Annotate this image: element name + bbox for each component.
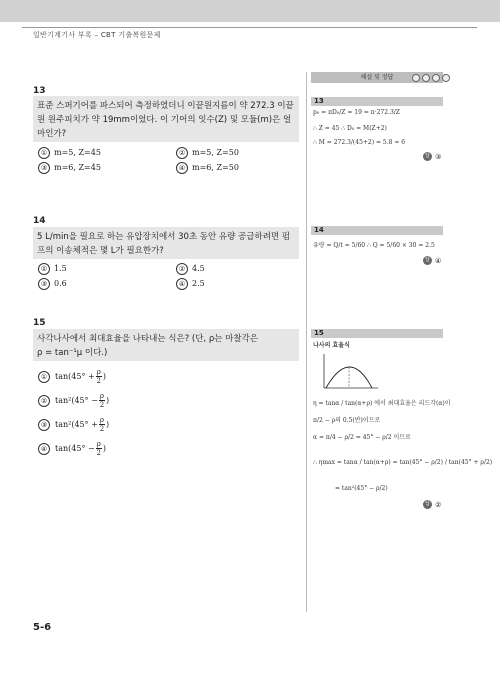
option-text: 1.5: [54, 264, 67, 273]
solution-15-answer: [423, 500, 441, 509]
header-dots-icon: [412, 74, 450, 82]
option-marker: ④: [176, 162, 188, 174]
running-header: 일반기계기사 부록 – CBT 기출복원문제: [33, 31, 161, 39]
q13-option-1[interactable]: [38, 147, 101, 159]
option-suffix: ): [102, 372, 106, 381]
answer-badge: 답: [423, 152, 432, 161]
fraction-den: 2: [99, 425, 105, 433]
question-15-line-2: ρ = tan⁻¹μ 이다.): [37, 348, 108, 358]
option-marker: ④: [176, 278, 188, 290]
option-prefix: tan(45° +: [55, 372, 95, 381]
fraction-num: ρ: [96, 368, 101, 376]
solution-14-line-1: 유량 = Q/t = 5/60 ∴ Q = 5/60 × 30 = 2.5: [313, 242, 435, 249]
q15-option-2[interactable]: [38, 392, 109, 409]
question-15-number: 15: [33, 318, 46, 328]
solutions-header: 해설 및 정답: [311, 72, 443, 83]
solution-13-line-2: ∴ Z = 45 ∴ D₀ = M(Z+2): [313, 125, 387, 132]
solution-15-line-3: α = π/4 − ρ/2 = 45° − ρ/2 이므로: [313, 434, 411, 441]
fraction-num: ρ: [96, 440, 101, 448]
question-14-number: 14: [33, 216, 46, 226]
solution-15-line-1: η = tanα / tan(α+ρ) 에서 최대효율은 리드각(α)이: [313, 400, 451, 407]
option-text: m=5, Z=45: [54, 148, 101, 157]
solution-14-number: 14: [311, 226, 443, 235]
option-text: m=5, Z=50: [192, 148, 239, 157]
q13-option-2[interactable]: [176, 147, 239, 159]
solution-15-line-5: = tan²(45° − ρ/2): [335, 485, 388, 492]
option-text: m=6, Z=50: [192, 163, 239, 172]
option-prefix: tan²(45° −: [55, 396, 98, 405]
q13-option-4[interactable]: [176, 162, 239, 174]
option-text: 0.6: [54, 279, 67, 288]
option-marker: ③: [38, 278, 50, 290]
option-suffix: ): [102, 444, 106, 453]
q15-option-4[interactable]: [38, 440, 106, 457]
answer-value: ②: [435, 500, 442, 509]
fraction-num: ρ: [99, 416, 105, 424]
answer-value: ④: [435, 256, 442, 265]
solution-14-answer: [423, 256, 441, 265]
efficiency-curve-graph: [320, 352, 382, 392]
option-marker: ③: [38, 419, 50, 431]
question-13-number: 13: [33, 86, 46, 96]
option-marker: ①: [38, 147, 50, 159]
solution-13-line-1: p₀ = πD₀/Z = 19 = π·272.3/Z: [313, 109, 400, 116]
fraction-den: 2: [99, 401, 105, 409]
option-text: 2.5: [192, 279, 205, 288]
option-marker: ②: [176, 147, 188, 159]
option-suffix: ): [106, 396, 110, 405]
q15-option-3[interactable]: [38, 416, 109, 433]
q13-option-3[interactable]: [38, 162, 101, 174]
fraction: [96, 368, 102, 385]
question-14-text: 5 L/min을 필요로 하는 유압장치에서 30초 동안 유량 공급하려면 펌프의 이송체적은 몇 L가 필요한가?: [33, 227, 299, 259]
solution-15-line-2: π/2 − ρ의 0.5(반)이므로: [313, 417, 381, 424]
option-prefix: tan²(45° +: [55, 420, 98, 429]
solution-15-title: 나사의 효율식: [313, 342, 350, 349]
header-rule: [22, 27, 477, 28]
option-text: 4.5: [192, 264, 205, 273]
option-marker: ①: [38, 371, 50, 383]
solution-13-line-3: ∴ M = 272.3/(45+2) = 5.8 ≈ 6: [313, 139, 406, 146]
answer-value: ③: [435, 152, 442, 161]
fraction: [96, 440, 102, 457]
option-marker: ②: [176, 263, 188, 275]
fraction-den: 2: [96, 449, 101, 457]
question-15-line-1: 사각나사에서 최대효율을 나타내는 식은? (단, ρ는 마찰각은: [37, 334, 258, 344]
fraction-den: 2: [96, 377, 101, 385]
option-text: m=6, Z=45: [54, 163, 101, 172]
column-divider: [306, 72, 307, 612]
option-marker: ①: [38, 263, 50, 275]
page-number: 5-6: [33, 622, 52, 633]
q14-option-2[interactable]: [176, 263, 205, 275]
option-marker: ④: [38, 443, 50, 455]
solution-15-line-4: ∴ ηmax = tanα / tan(α+ρ) = tan(45° − ρ/2) / tan(45° + ρ/2): [313, 459, 493, 466]
fraction: [99, 392, 105, 409]
fraction: [99, 416, 105, 433]
option-prefix: tan(45° −: [55, 444, 95, 453]
question-13-text: 표준 스퍼기어를 파스되어 측정하였더니 이끝원지름이 약 272.3 이끝원 원주피치가 약 19mm이었다. 이 기어의 잇수(Z) 및 모듈(m)은 얼마인가?: [33, 96, 299, 142]
question-15-text: [33, 329, 299, 361]
solution-15-number: 15: [311, 329, 443, 338]
q14-option-4[interactable]: [176, 278, 205, 290]
q15-option-1[interactable]: [38, 368, 106, 385]
option-suffix: ): [106, 420, 110, 429]
solution-13-number: 13: [311, 97, 443, 106]
option-marker: ③: [38, 162, 50, 174]
q14-option-3[interactable]: [38, 278, 67, 290]
fraction-num: ρ: [99, 392, 105, 400]
solution-13-answer: [423, 152, 441, 161]
answer-badge: 답: [423, 500, 432, 509]
answer-badge: 답: [423, 256, 432, 265]
q14-option-1[interactable]: [38, 263, 67, 275]
option-marker: ②: [38, 395, 50, 407]
